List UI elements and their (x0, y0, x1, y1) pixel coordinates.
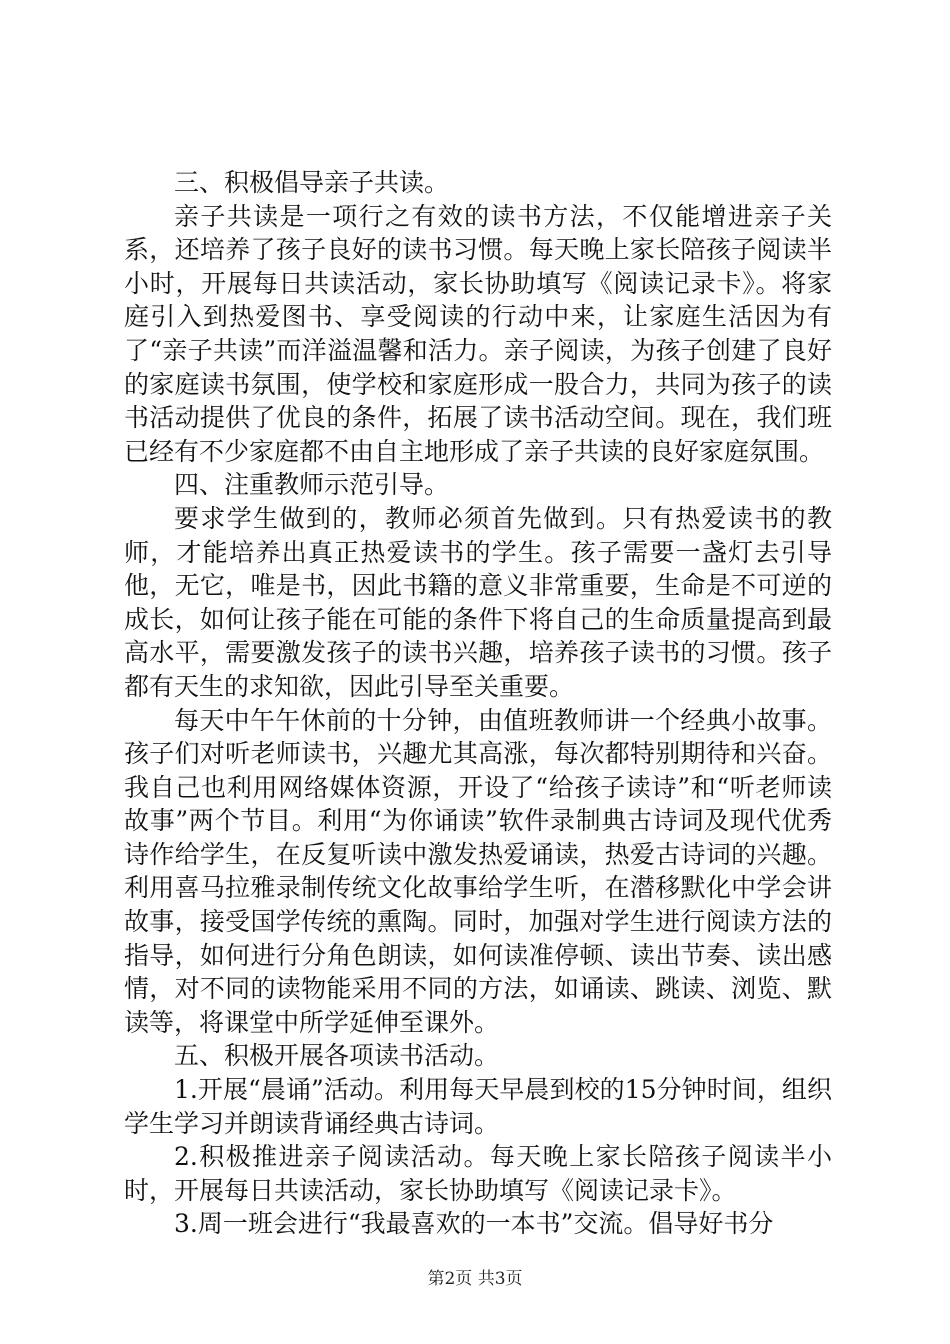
list-item-2: 2.积极推进亲子阅读活动。每天晚上家长陪孩子阅读半小时，开展每日共读活动，家长协助填写《阅读记录卡》。 (124, 1142, 832, 1205)
section-heading-4: 四、注重教师示范引导。 (174, 470, 450, 500)
document-body (124, 166, 832, 1241)
paragraph-teacher-example: 要求学生做到的，教师必须首先做到。只有热爱读书的教师，才能培养出真正热爱读书的学生。孩子需要一盏灯去引导他，无它，唯是书，因此书籍的意义非常重要，生命是不可逆的成长，如何让孩子能在可能的条件下将自己的生命质量提高到最高水平，需要激发孩子的读书兴趣，培养孩子读书的习惯。孩子都有天生的求知欲，因此引导至关重要。 (124, 503, 832, 701)
page-number-footer: 第2页 共3页 (427, 1269, 523, 1289)
list-item-1: 1.开展“晨诵”活动。利用每天早晨到校的15分钟时间，组织学生学习并朗读背诵经典古诗词。 (124, 1075, 832, 1138)
paragraph-parent-child-reading: 亲子共读是一项行之有效的读书方法，不仅能增进亲子关系，还培养了孩子良好的读书习惯。每天晚上家长陪孩子阅读半小时，开展每日共读活动，家长协助填写《阅读记录卡》。将家庭引入到热爱图书、享受阅读的行动中来，让家庭生活因为有了“亲子共读”而洋溢温馨和活力。亲子阅读，为孩子创建了良好的家庭读书氛围，使学校和家庭形成一股合力，共同为孩子的读书活动提供了优良的条件，拓展了读书活动空间。现在，我们班已经有不少家庭都不由自主地形成了亲子共读的良好家庭氛围。 (124, 201, 832, 466)
paragraph-daily-story: 每天中午午休前的十分钟，由值班教师讲一个经典小故事。孩子们对听老师读书，兴趣尤其高涨，每次都特别期待和兴奋。我自己也利用网络媒体资源，开设了“给孩子读诗”和“听老师读故事”两个节目。利用“为你诵读”软件录制典古诗词及现代优秀诗作给学生，在反复听读中激发热爱诵读，热爱古诗词的兴趣。利用喜马拉雅录制传统文化故事给学生听，在潜移默化中学会讲故事，接受国学传统的熏陶。同时，加强对学生进行阅读方法的指导，如何进行分角色朗读，如何读准停顿、读出节奏、读出感情，对不同的读物能采用不同的方法，如诵读、跳读、浏览、默读等，将课堂中所学延伸至课外。 (124, 705, 832, 1037)
section-heading-3: 三、积极倡导亲子共读。 (174, 168, 450, 197)
section-heading-5: 五、积极开展各项读书活动。 (174, 1041, 500, 1071)
list-item-3: 3.周一班会进行“我最喜欢的一本书”交流。倡导好书分 (174, 1209, 774, 1239)
